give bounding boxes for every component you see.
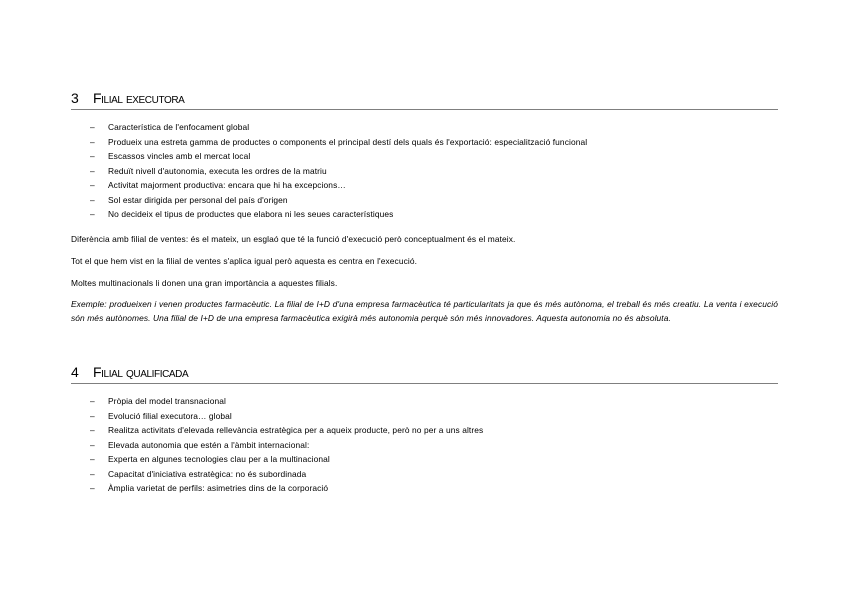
paragraph-diferencia: Diferència amb filial de ventes: és el mateix, un esglaó que té la funció d'execució però conceptualment és el mateix. bbox=[71, 233, 516, 244]
bullet-marker: – bbox=[90, 165, 95, 176]
list-item: – Experta en algunes tecnologies clau per a la multinacional bbox=[71, 452, 778, 467]
paragraph-example: Exemple: produeixen i venen productes farmacèutic. La filial de I+D d'una empresa farmacèutica té particularitats ja que és més autònoma, el treball és més creatiu. La venta i execució són més autònomes. Una filial de I+D de una empresa farmacèutica exigirà més autonomia perquè són més innovadores. Aquesta autonomia no és absoluta. bbox=[71, 298, 778, 323]
list-item: – Característica de l'enfocament global bbox=[71, 120, 778, 135]
section-number: 3 bbox=[71, 90, 79, 106]
bullet-marker: – bbox=[90, 209, 95, 219]
paragraph-tot: Tot el que hem vist en la filial de ventes s'aplica igual però aquesta es centra en l'execució. bbox=[71, 255, 418, 266]
list-item: – Produeix una estreta gamma de productes o components el principal destí dels quals és l'exportació: especialització funcional bbox=[71, 135, 778, 150]
bullet-list bbox=[71, 394, 778, 496]
bullet-marker: – bbox=[90, 454, 95, 464]
bullet-marker: – bbox=[90, 425, 95, 435]
bullet-marker: – bbox=[90, 483, 95, 493]
bullet-marker: – bbox=[90, 439, 95, 450]
section-number: 4 bbox=[71, 364, 79, 380]
bullet-marker: – bbox=[90, 180, 95, 190]
bullet-marker: – bbox=[90, 396, 95, 406]
list-item: – Sol estar dirigida per personal del país d'origen bbox=[71, 193, 778, 208]
list-item: – Àmplia varietat de perfils: asimetries dins de la corporació bbox=[71, 481, 778, 496]
section-title: Filial qualificada bbox=[93, 364, 189, 380]
paragraph-moltes: Moltes multinacionals li donen una gran importància a aquestes filials. bbox=[71, 277, 338, 288]
bullet-marker: – bbox=[90, 410, 95, 421]
section-title: Filial executora bbox=[93, 90, 185, 106]
list-item: – Elevada autonomia que estén a l'àmbit internacional: bbox=[71, 438, 778, 453]
bullet-marker: – bbox=[90, 194, 95, 205]
bullet-marker: – bbox=[90, 122, 95, 132]
list-item: – Capacitat d'iniciativa estratègica: no és subordinada bbox=[71, 467, 778, 482]
bullet-list bbox=[71, 120, 778, 222]
section-heading bbox=[71, 90, 778, 110]
bullet-marker: – bbox=[90, 151, 95, 161]
list-item: – Reduït nivell d'autonomia, executa les ordres de la matriu bbox=[71, 164, 778, 179]
section-heading bbox=[71, 364, 778, 384]
section-filial-qualificada bbox=[71, 364, 778, 496]
bullet-marker: – bbox=[90, 468, 95, 479]
list-item: – Realitza activitats d'elevada rellevància estratègica per a aqueix producte, però no per a uns altres bbox=[71, 423, 778, 438]
list-item: – Evolució filial executora… global bbox=[71, 409, 778, 424]
list-item: – Pròpia del model transnacional bbox=[71, 394, 778, 409]
list-item: – No decideix el tipus de productes que elabora ni les seues característiques bbox=[71, 207, 778, 222]
list-item: – Escassos vincles amb el mercat local bbox=[71, 149, 778, 164]
section-filial-executora bbox=[71, 90, 778, 325]
list-item: – Activitat majorment productiva: encara que hi ha excepcions… bbox=[71, 178, 778, 193]
bullet-marker: – bbox=[90, 136, 95, 147]
